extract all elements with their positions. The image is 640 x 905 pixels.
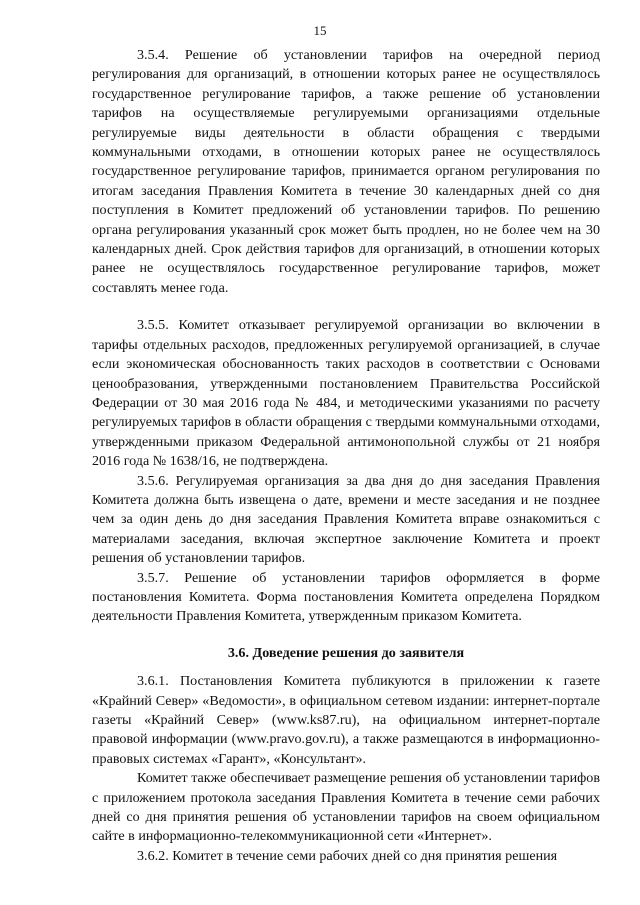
section-heading: 3.6. Доведение решения до заявителя [227,644,465,661]
page-number: 15 [313,23,327,38]
paragraph-3-5-4: 3.5.4. Решение об установлении тарифов на очередной период регулирования для организаций, в отношении которых ранее не осуществлялось государственное регулирование тарифов, а также решение об установлении тарифов на осуществляемые регулируемыми организациями отдельные регулируемые виды деятельности в области обращения с твердыми коммунальными отходами, в отношении которых ранее не осуществлялось государственное регулирование тарифов, принимается органом регулирования по итогам заседания Правления Комитета в течение 30 календарных дней со дня поступления в Комитет предложений об установлении тарифов. По решению органа регулирования указанный срок может быть продлен, но не более чем на 30 календарных дней. Срок действия тарифов для организаций, в отношении которых ранее не осуществлялось государственное регулирование тарифов, может составлять менее года. [92,47,600,296]
paragraph-3-5-6: 3.5.6. Регулируемая организация за два дня до дня заседания Правления Комитета должна быть извещена о дате, времени и месте заседания и не позднее чем за один день до дня заседания Правления Комитета вправе ознакомиться с материалами заседания, включая экспертное заключение Комитета и проект решения об установлении тарифов. [92,472,600,567]
paragraph-3-5-7: 3.5.7. Решение об установлении тарифов оформляется в форме постановления Комитета. Форма постановления Комитета определена Порядком деятельности Правления Комитета, утвержденным приказом Комитета. [92,569,600,625]
paragraph-3-5-5: 3.5.5. Комитет отказывает регулируемой организации во включении в тарифы отдельных расходов, предложенных регулируемой организацией, в случае если экономическая обоснованность таких расходов в соответствии с Основами ценообразования, утвержденными постановлением Правительства Российской Федерации от 30 мая 2016 года № 484, и методическими указаниями по расчету регулируемых тарифов в области обращения с твердыми коммунальными отходами, утвержденными приказом Федеральной антимонопольной службы от 21 ноября 2016 года № 1638/16, не подтверждена. [92,317,600,470]
paragraph-3-6-2: 3.6.2. Комитет в течение семи рабочих дней со дня принятия решения [137,847,558,864]
paragraph-publication-site: Комитет также обеспечивает размещение решения об установлении тарифов с приложением протокола заседания Правления Комитета в течение семи рабочих дней со дня принятия решения об установлении тарифов на своем официальном сайте в информационно-телекоммуникационной сети «Интернет». [92,770,600,845]
paragraph-3-6-1: 3.6.1. Постановления Комитета публикуются в приложении к газете «Крайний Север» «Ведомости», в официальном сетевом издании: интернет-портале газеты «Крайний Север» (www.ks87.ru), на официальном интернет-портале правовой информации (www.pravo.gov.ru), а также размещаются в информационно-правовых системах «Гарант», «Консультант». [92,673,600,767]
document-body [92,46,600,866]
